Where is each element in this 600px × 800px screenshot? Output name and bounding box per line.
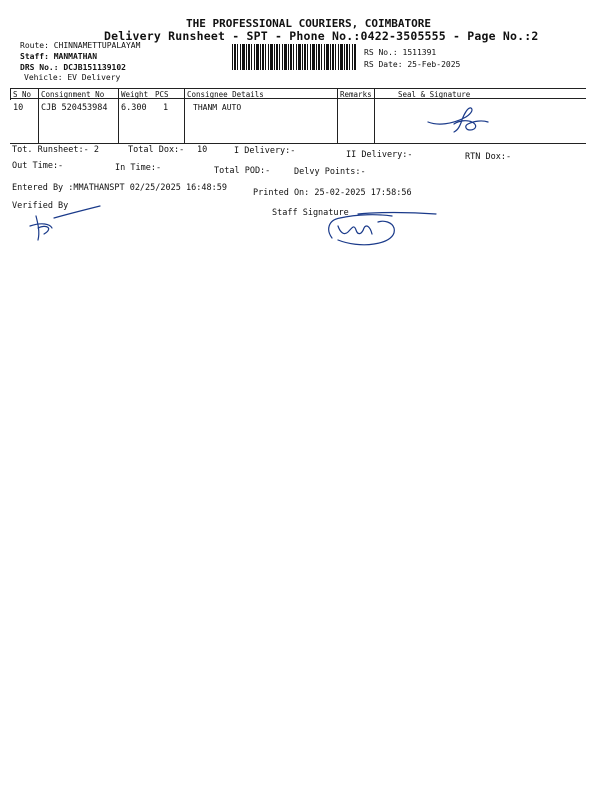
total-dox-label: Total Dox:-: [128, 145, 185, 155]
ii-delivery: II Delivery:-: [346, 150, 413, 160]
in-time: In Time:-: [115, 163, 162, 173]
runsheet-table: [10, 88, 586, 144]
col-header-consignment: Consignment No: [41, 90, 105, 99]
tot-runsheet: Tot. Runsheet:- 2: [12, 145, 99, 155]
row-consignment: CJB 520453984: [41, 103, 108, 113]
col-header-remarks: Remarks: [340, 90, 372, 99]
col-header-seal: Seal & Signature: [398, 90, 471, 99]
route-label: Route: CHINNAMETTUPALAYAM: [20, 41, 141, 50]
row-pcs: 1: [163, 103, 169, 113]
staff-signature-label: Staff Signature: [272, 208, 349, 218]
page-title: THE PROFESSIONAL COURIERS, COIMBATORE: [186, 17, 432, 30]
recipient-signature: [424, 106, 494, 138]
row-consignee: THANM AUTO: [193, 103, 242, 112]
rtn-dox: RTN Dox:-: [465, 152, 512, 162]
rs-date: RS Date: 25-Feb-2025: [364, 60, 461, 69]
col-header-consignee: Consignee Details: [187, 90, 264, 99]
row-sno: 10: [13, 103, 24, 113]
row-weight: 6.300: [121, 103, 147, 113]
i-delivery: I Delivery:-: [234, 146, 296, 156]
runsheet-subtitle: Delivery Runsheet - SPT - Phone No.:0422-3505555 - Page No.:2: [104, 29, 539, 43]
printed-on: Printed On: 25-02-2025 17:58:56: [253, 188, 412, 198]
vehicle-label: Vehicle: EV Delivery: [24, 73, 121, 82]
col-header-weight: Weight: [121, 90, 149, 99]
col-header-pcs: PCS: [155, 90, 169, 99]
staff-signature: [318, 208, 440, 252]
verified-by: Verified By: [12, 201, 69, 211]
total-dox-value: 10: [197, 145, 208, 155]
total-pod: Total POD:-: [214, 166, 271, 176]
delvy-points: Delvy Points:-: [294, 167, 366, 177]
verifier-signature: [28, 204, 102, 242]
barcode: [232, 44, 356, 70]
drs-number: DRS No.: DCJB151139102: [20, 63, 126, 72]
col-header-sno: S No: [13, 90, 32, 99]
entered-by: Entered By :MMATHANSPT 02/25/2025 16:48:59: [12, 183, 227, 193]
staff-label: Staff: MANMATHAN: [20, 52, 98, 61]
rs-number: RS No.: 1511391: [364, 48, 437, 57]
out-time: Out Time:-: [12, 161, 64, 171]
